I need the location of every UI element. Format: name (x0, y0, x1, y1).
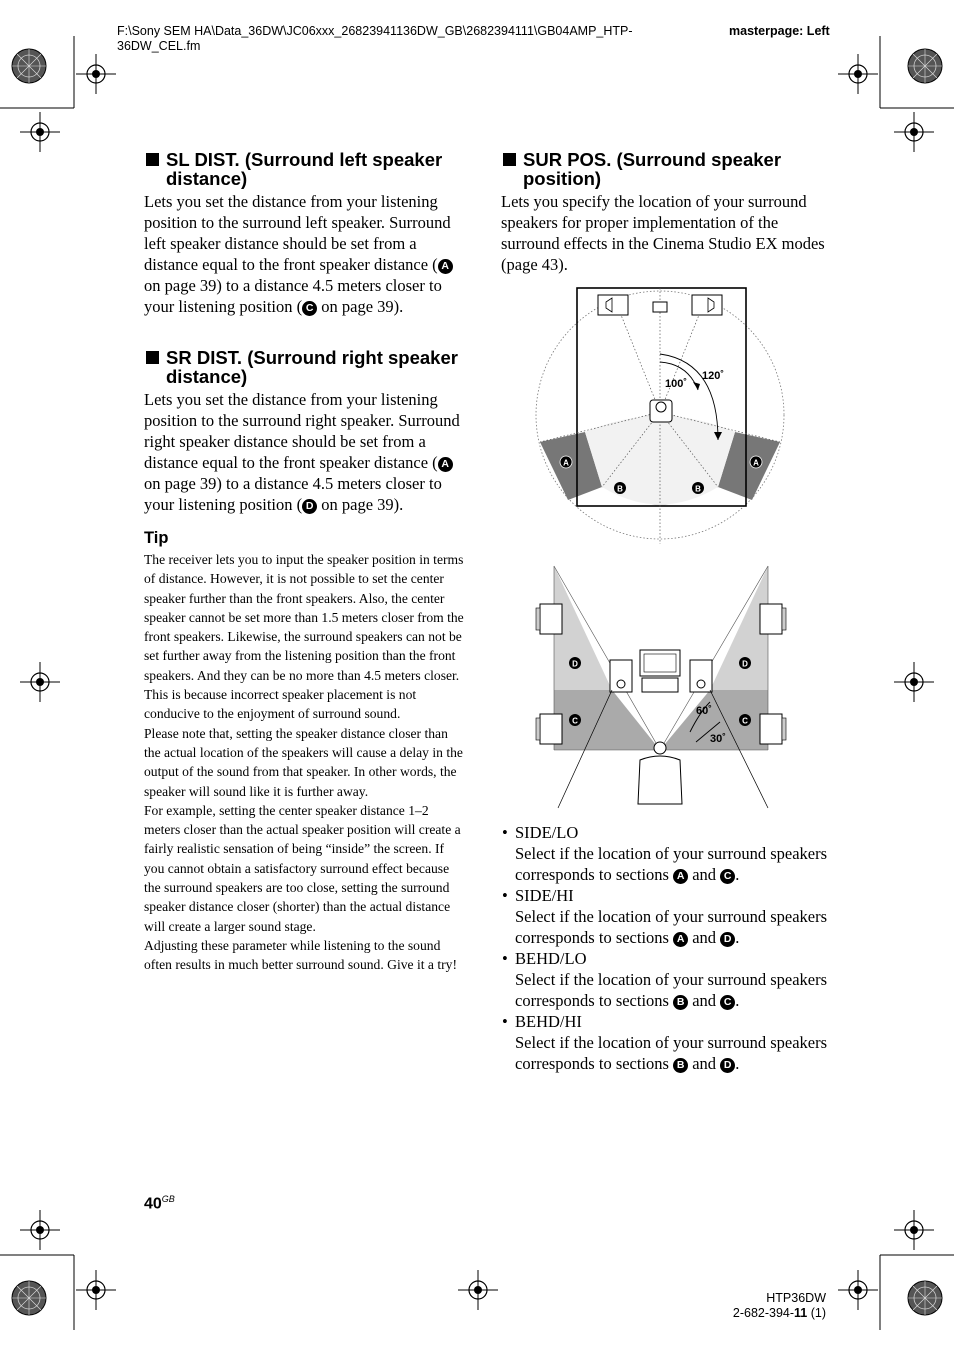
sr-dist-heading: SR DIST. (Surround right speaker distance) (144, 348, 466, 386)
surround-speaker-low-right-icon (760, 714, 786, 744)
svg-text:D: D (742, 659, 748, 669)
svg-text:A: A (563, 458, 569, 468)
right-column (501, 150, 831, 275)
svg-text:A: A (753, 458, 759, 468)
option-behd-hi: • BEHD/HI Select if the location of your surround speakers corresponds to sections B and D . (501, 1011, 841, 1074)
tip-paragraph-4: Adjusting these parameter while listening to the sound often results in much better surround sound. Give it a try! (144, 937, 457, 973)
sl-dist-heading: SL DIST. (Surround left speaker distance) (144, 150, 466, 188)
option-description: Select if the location of your surround speakers corresponds to sections A and C . (515, 844, 828, 884)
marker-a-right (750, 456, 762, 468)
front-speakers-and-tv-icon (610, 650, 712, 692)
marker-c-right (739, 714, 751, 726)
option-side-lo: • SIDE/LO Select if the location of your surround speakers corresponds to sections A and C . (501, 822, 841, 885)
zone-d-left (554, 566, 612, 690)
option-name: SIDE/LO (515, 823, 579, 842)
circle-a-icon: A (438, 457, 453, 472)
listener-seat-icon (638, 742, 682, 804)
listener-icon (650, 400, 672, 422)
speaker-position-diagram (530, 282, 790, 547)
option-description: Select if the location of your surround speakers corresponds to sections B and D . (515, 1033, 828, 1073)
square-bullet-icon (146, 153, 159, 166)
footer-model-code (729, 1291, 826, 1321)
circle-d-icon: D (302, 499, 317, 514)
page-number: $40^{GB}$ (144, 1194, 175, 1213)
circle-c-icon: C (720, 869, 735, 884)
center-speaker-icon (653, 302, 667, 312)
svg-text:C: C (572, 716, 578, 726)
circle-a-icon: A (673, 932, 688, 947)
model-name: HTP36DW (766, 1291, 826, 1305)
option-description: Select if the location of your surround speakers corresponds to sections A and D . (515, 907, 828, 947)
circle-c-icon: C (720, 995, 735, 1010)
marker-d-right (739, 657, 751, 669)
surround-speaker-high-left-icon (536, 604, 562, 634)
surround-position-options (501, 822, 841, 1074)
circle-d-icon: D (720, 932, 735, 947)
tip-paragraph-3: For example, setting the center speaker distance 1–2 meters closer than the actual speaker position will create a fairly realistic sensation of being “inside” the screen. If you cannot obtain a satisfactory surround effect because the surround speakers are too close, setting the surround speaker distance closer (shorter) than the actual distance will create a larger sound stage. (144, 802, 461, 934)
sr-dist-body: Lets you set the distance from your listening position to the surround right speaker. Surround right speaker distance should be set from a distance equal to the front speaker distance ( A on page 39) to a distance 4.5 meters closer to your listening position ( D on page 39). (144, 390, 460, 514)
svg-text:D: D (572, 659, 578, 669)
page-suffix: GB (161, 1194, 175, 1204)
angle-100-label: 100˚ (665, 378, 688, 390)
angle-60-label: 60˚ (696, 705, 712, 717)
marker-a-left (560, 456, 572, 468)
left-column (144, 150, 466, 975)
circle-c-icon: C (302, 301, 317, 316)
file-path-header: F:\Sony SEM HA\Data_36DW\JC06xxx_26823941136DW_GB\2682394111\GB04AMP_HTP-36DW_CEL.fm (117, 24, 633, 53)
marker-b-right (692, 482, 704, 494)
circle-b-icon: B (673, 995, 688, 1010)
tip-paragraph-2: Please note that, setting the speaker distance closer than the actual location of the speakers will cause a delay in the output of the sound from that speaker. In other words, the speaker will sound like it is further away. (144, 725, 463, 799)
svg-text:C: C (742, 716, 748, 726)
square-bullet-icon (503, 153, 516, 166)
angle-30-label: 30˚ (710, 733, 726, 745)
marker-c-left (569, 714, 581, 726)
option-description: Select if the location of your surround speakers corresponds to sections B and C . (515, 970, 828, 1010)
option-name: BEHD/HI (515, 1012, 582, 1031)
circle-b-icon: B (673, 1058, 688, 1073)
option-name: SIDE/HI (515, 886, 574, 905)
front-left-speaker-icon (598, 295, 628, 315)
zone-d-right (710, 566, 768, 690)
tip-paragraph-1: The receiver lets you to input the speaker position in terms of distance. However, it is not possible to set the center speaker further than the front speakers. Also, the center speaker cannot be set more than 1.5 meters closer from the front speakers. Likewise, the surround speakers can not be set further away from the listening position than the front speakers. And they can be no more than 4.5 meters closer. This is because incorrect speaker placement is not conducive to the enjoyment of surround sound. (144, 552, 464, 722)
tip-heading: Tip (144, 529, 169, 547)
marker-d-left (569, 657, 581, 669)
square-bullet-icon (146, 351, 159, 364)
surround-speaker-low-left-icon (536, 714, 562, 744)
sl-dist-body: Lets you set the distance from your listening position to the surround left speaker. Surround left speaker distance should be set from a distance equal to the front speaker distance ( A on page 39) to a distance 4.5 meters closer to your listening position ( C on page 39). (144, 191, 466, 317)
marker-b-left (614, 482, 626, 494)
surround-speaker-high-right-icon (760, 604, 786, 634)
angle-120-label: 120˚ (702, 370, 725, 382)
speaker-height-diagram (530, 562, 790, 812)
part-code: 2-682-394-11 (1) (732, 1306, 826, 1320)
option-behd-lo: • BEHD/LO Select if the location of your surround speakers corresponds to sections B and C . (501, 948, 841, 1011)
circle-d-icon: D (720, 1058, 735, 1073)
masterpage-label: masterpage: Left (729, 24, 830, 38)
front-right-speaker-icon (692, 295, 722, 315)
circle-a-icon: A (438, 259, 453, 274)
option-name: BEHD/LO (515, 949, 587, 968)
option-side-hi: • SIDE/HI Select if the location of your surround speakers corresponds to sections A and D . (501, 885, 841, 948)
svg-text:B: B (695, 484, 701, 494)
sur-pos-heading: SUR POS. (Surround speaker position) (501, 150, 831, 188)
circle-a-icon: A (673, 869, 688, 884)
sur-pos-body: Lets you specify the location of your surround speakers for proper implementation of the surround effects in the Cinema Studio EX modes (page 43). (501, 192, 825, 274)
svg-text:B: B (617, 484, 623, 494)
